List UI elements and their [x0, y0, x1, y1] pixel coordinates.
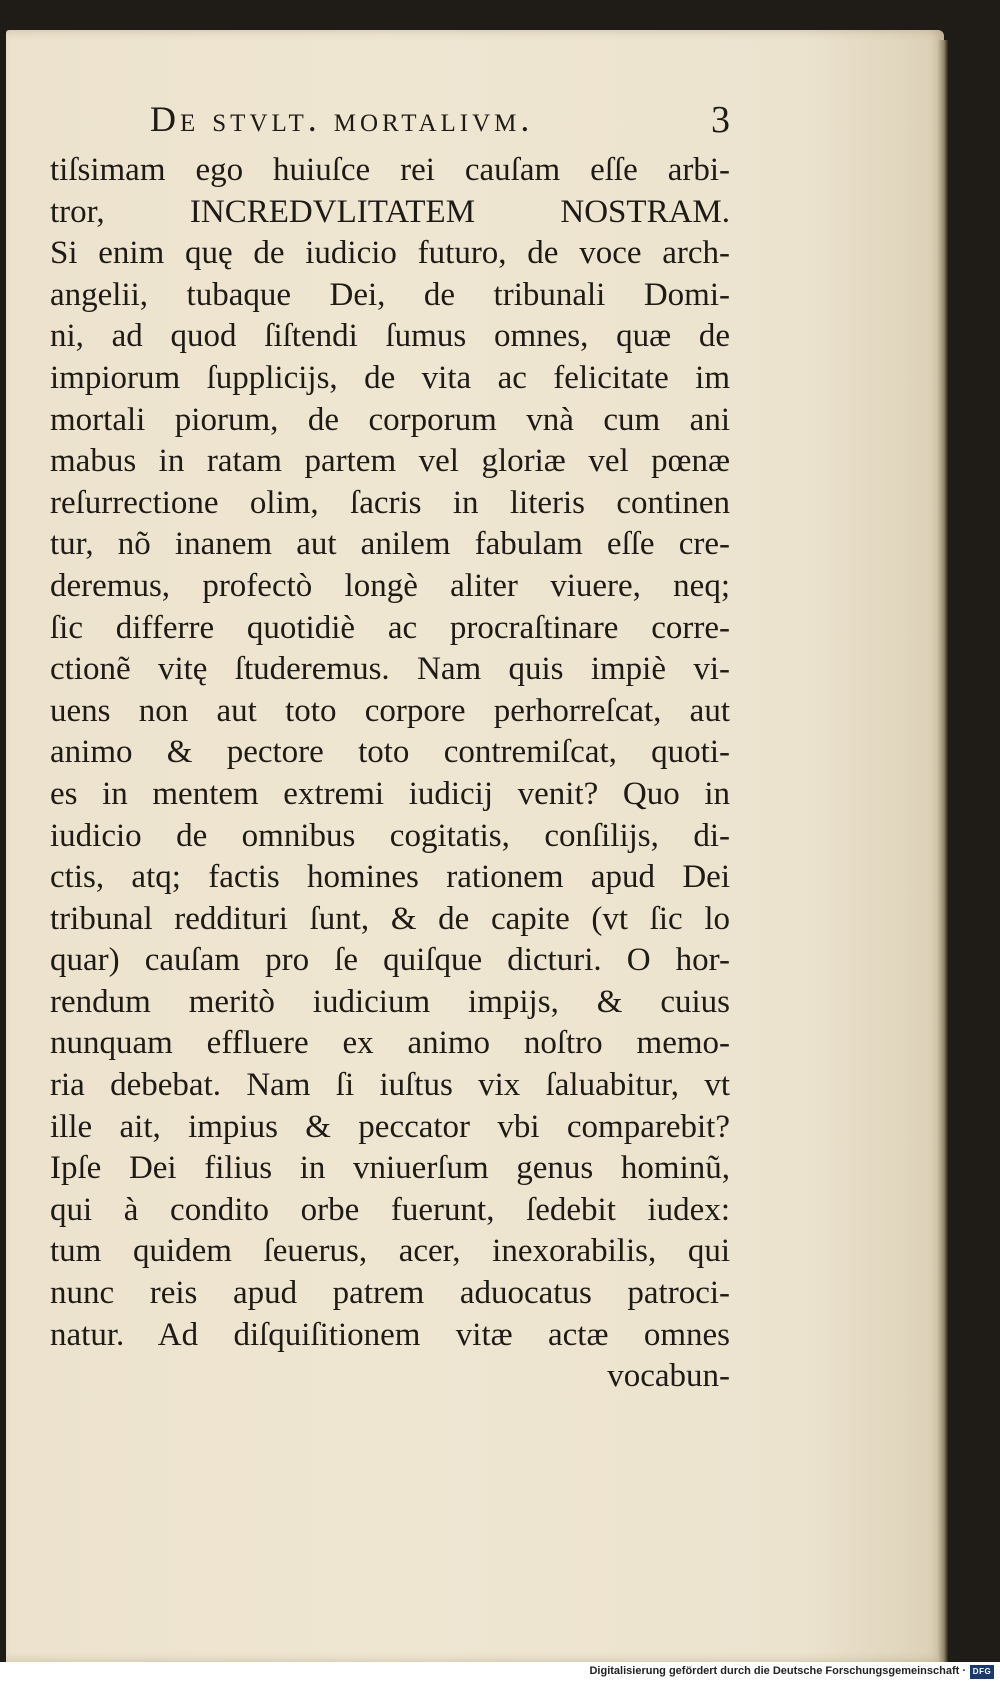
digitization-footer — [0, 1662, 1000, 1684]
text-line: tror, INCREDVLITATEM NOSTRAM. — [50, 193, 730, 230]
text-line: iudicio de omnibus cogitatis, conſilijs, di- — [50, 817, 730, 854]
text-line: reſurrectione olim, ſacris in literis continen — [50, 484, 730, 521]
text-line: tiſsimam ego huiuſce rei cauſam eſſe arbi- — [50, 152, 730, 188]
dfg-logo: DFG — [970, 1665, 994, 1679]
text-line: mabus in ratam partem vel gloriæ vel pœnæ — [50, 443, 730, 480]
text-line: animo & pectore toto contremiſcat, quoti- — [50, 734, 730, 771]
text-line: tur, nõ inanem aut anilem fabulam eſſe cre- — [50, 526, 730, 563]
text-line: nunc reis apud patrem aduocatus patroci- — [50, 1275, 730, 1312]
page-number: 3 — [711, 99, 730, 141]
text-line: vocabun- — [607, 1358, 730, 1395]
text-line: ſic differre quotidiè ac procraſtinare corre- — [50, 609, 730, 646]
page-edge — [938, 40, 948, 1662]
text-line: es in mentem extremi iudicij venit? Quo in — [50, 775, 730, 812]
text-line: ni, ad quod ſiſtendi ſumus omnes, quæ de — [50, 318, 730, 355]
text-line: impiorum ſupplicijs, de vita ac felicitate im — [50, 359, 730, 396]
funding-credit: Digitalisierung gefördert durch die Deutsche Forschungsgemeinschaft · — [589, 1665, 966, 1677]
text-line: tribunal reddituri ſunt, & de capite (vt ſic lo — [50, 900, 730, 937]
text-line: Si enim quę de iudicio futuro, de voce arch- — [50, 235, 730, 272]
text-line: ille ait, impius & peccator vbi comparebit? — [50, 1108, 730, 1145]
text-line: uens non aut toto corpore perhorreſcat, aut — [50, 692, 730, 729]
text-line: tum quidem ſeuerus, acer, inexorabilis, qui — [50, 1233, 730, 1270]
text-line: quar) cauſam pro ſe quiſque dicturi. O hor- — [50, 942, 730, 979]
text-line: rendum meritò iudicium impijs, & cuius — [50, 983, 730, 1020]
text-line: ctionẽ vitę ſtuderemus. Nam quis impiè vi- — [50, 651, 730, 688]
text-line: deremus, profectò longè aliter viuere, neq; — [50, 567, 730, 604]
text-line: mortali piorum, de corporum vnà cum ani — [50, 401, 730, 438]
text-line: ctis, atq; factis homines rationem apud Dei — [50, 859, 730, 896]
body-text — [50, 150, 730, 1398]
text-line: Ipſe Dei filius in vniuerſum genus hominũ, — [50, 1150, 730, 1187]
running-title: De stvlt. mortalivm. — [150, 99, 534, 139]
text-line: natur. Ad diſquiſitionem vitæ actæ omnes — [50, 1316, 730, 1353]
text-line: nunquam effluere ex animo noſtro memo- — [50, 1025, 730, 1062]
text-line: qui à condito orbe fuerunt, ſedebit iudex: — [50, 1191, 730, 1228]
text-line: ria debebat. Nam ſi iuſtus vix ſaluabitur, vt — [50, 1067, 730, 1104]
page-header — [150, 98, 730, 146]
text-line: angelii, tubaque Dei, de tribunali Domi- — [50, 276, 730, 313]
